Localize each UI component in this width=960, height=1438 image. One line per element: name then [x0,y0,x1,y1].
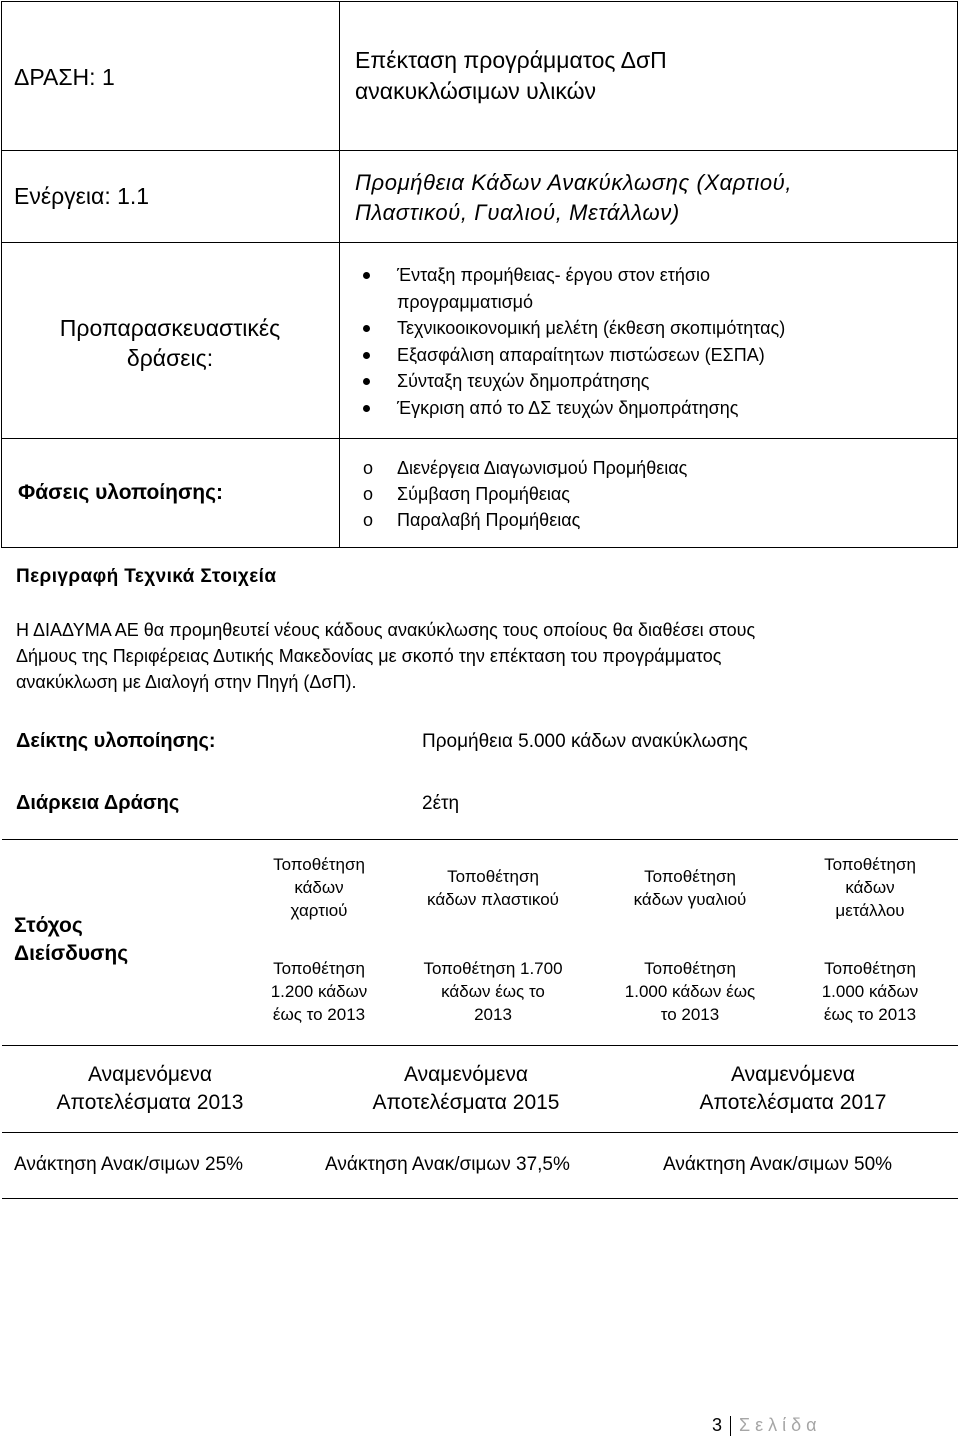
target-column-body: Τοποθέτηση 1.000 κάδων έως το 2013 [821,959,919,1024]
footer-divider [730,1416,731,1436]
target-column-head: Τοποθέτηση κάδων μετάλλου [824,855,916,920]
preparatory-label [1,313,339,373]
table-row-divider [1,150,958,151]
table-row-divider [1,242,958,243]
activity-title-line: Πλαστικού, Γυαλιού, Μετάλλων) [355,200,680,225]
phase-item: o Διενέργεια Διαγωνισμού Προμήθειας [397,455,687,481]
table-column-divider [339,1,340,548]
target-label-line: Στόχος [14,914,83,937]
preparatory-item: Εξασφάλιση απαραίτητων πιστώσεων (ΕΣΠΑ) [397,342,785,369]
preparatory-label-line: Προπαρασκευαστικές [59,315,281,341]
phases-list [363,455,688,533]
preparatory-item: Ένταξη προμήθειας- έργου στον ετήσιο [397,262,785,289]
table-border-top [1,1,958,2]
preparatory-list [397,262,785,421]
description-line: ανακύκλωση με Διαλογή στην Πηγή (ΔσΠ). [16,672,357,692]
target-column-body: Τοποθέτηση 1.700 κάδων έως το 2013 [423,959,563,1024]
circle-bullet-icon: o [363,458,374,478]
circle-bullet-icon: o [363,510,374,530]
description-text [16,617,755,695]
activity-title [355,168,792,228]
preparatory-item: Τεχνικοοικονομική μελέτη (έκθεση σκοπιμότητας) [397,315,785,342]
indicator-label: Δείκτης υλοποίησης: [16,730,216,752]
results-border-top [2,1045,958,1046]
target-label-line: Διείσδυσης [14,942,129,965]
target-column-body: Τοποθέτηση 1.200 κάδων έως το 2013 [270,959,368,1024]
description-line: Η ΔΙΑΔΥΜΑ ΑΕ θα προμηθευτεί νέους κάδους ανακύκλωσης τους οποίους θα διαθέσει στους [16,620,756,640]
page-footer [712,1413,822,1437]
table-border-right [957,1,958,548]
table-border-left [1,1,2,548]
results-value: Ανάκτηση Ανακ/σιμων 37,5% [325,1154,570,1175]
phases-label: Φάσεις υλοποίησης: [18,481,224,504]
circle-bullet-icon: o [363,484,374,504]
page-word: Σελίδα [739,1415,822,1435]
activity-title-line: Προμήθεια Κάδων Ανακύκλωσης (Χαρτιού, [355,170,793,195]
preparatory-item: Έγκριση από το ΔΣ τευχών δημοπράτησης [397,395,785,422]
phase-item: o Σύμβαση Προμήθειας [397,481,687,507]
table-row-divider [1,438,958,439]
action-title [355,45,667,107]
preparatory-item-continuation: προγραμματισμό [397,291,534,312]
bullet-icon [363,325,370,332]
duration-value: 2έτη [422,793,460,814]
bullet-icon [363,405,370,412]
duration-label: Διάρκεια Δράσης [16,792,180,814]
table-border-bottom [1,547,958,548]
bullet-icon [363,352,370,359]
target-column-head: Τοποθέτηση κάδων χαρτιού [273,855,365,920]
description-heading: Περιγραφή Τεχνικά Στοιχεία [16,566,277,587]
target-label [14,912,128,968]
results-value: Ανάκτηση Ανακ/σιμων 50% [663,1154,893,1175]
action-label: ΔΡΑΣΗ: 1 [14,64,115,90]
target-border-top [2,839,958,840]
results-header: Αναμενόμενα Αποτελέσματα 2015 [372,1063,560,1114]
bullet-icon [363,378,370,385]
action-title-line: ανακυκλώσιμων υλικών [355,78,597,104]
results-row-divider [2,1132,958,1133]
bullet-icon [363,272,370,279]
page-number: 3 [712,1415,723,1435]
phase-item: o Παραλαβή Προμήθειας [397,507,687,533]
description-line: Δήμους της Περιφέρειας Δυτικής Μακεδονίας με σκοπό την επέκταση του προγράμματος [16,646,722,666]
preparatory-label-line: δράσεις: [126,345,214,371]
target-column-head: Τοποθέτηση κάδων γυαλιού [633,867,747,909]
results-header: Αναμενόμενα Αποτελέσματα 2013 [56,1063,244,1114]
action-title-line: Επέκταση προγράμματος ΔσΠ [355,47,667,73]
results-value: Ανάκτηση Ανακ/σιμων 25% [14,1154,244,1175]
preparatory-item: Σύνταξη τευχών δημοπράτησης [397,368,785,395]
results-border-bottom [2,1198,958,1199]
indicator-value: Προμήθεια 5.000 κάδων ανακύκλωσης [422,731,748,752]
target-column-body: Τοποθέτηση 1.000 κάδων έως το 2013 [624,959,756,1024]
target-column-head: Τοποθέτηση κάδων πλαστικού [427,867,559,909]
results-header: Αναμενόμενα Αποτελέσματα 2017 [699,1063,887,1114]
activity-label: Ενέργεια: 1.1 [14,183,150,209]
